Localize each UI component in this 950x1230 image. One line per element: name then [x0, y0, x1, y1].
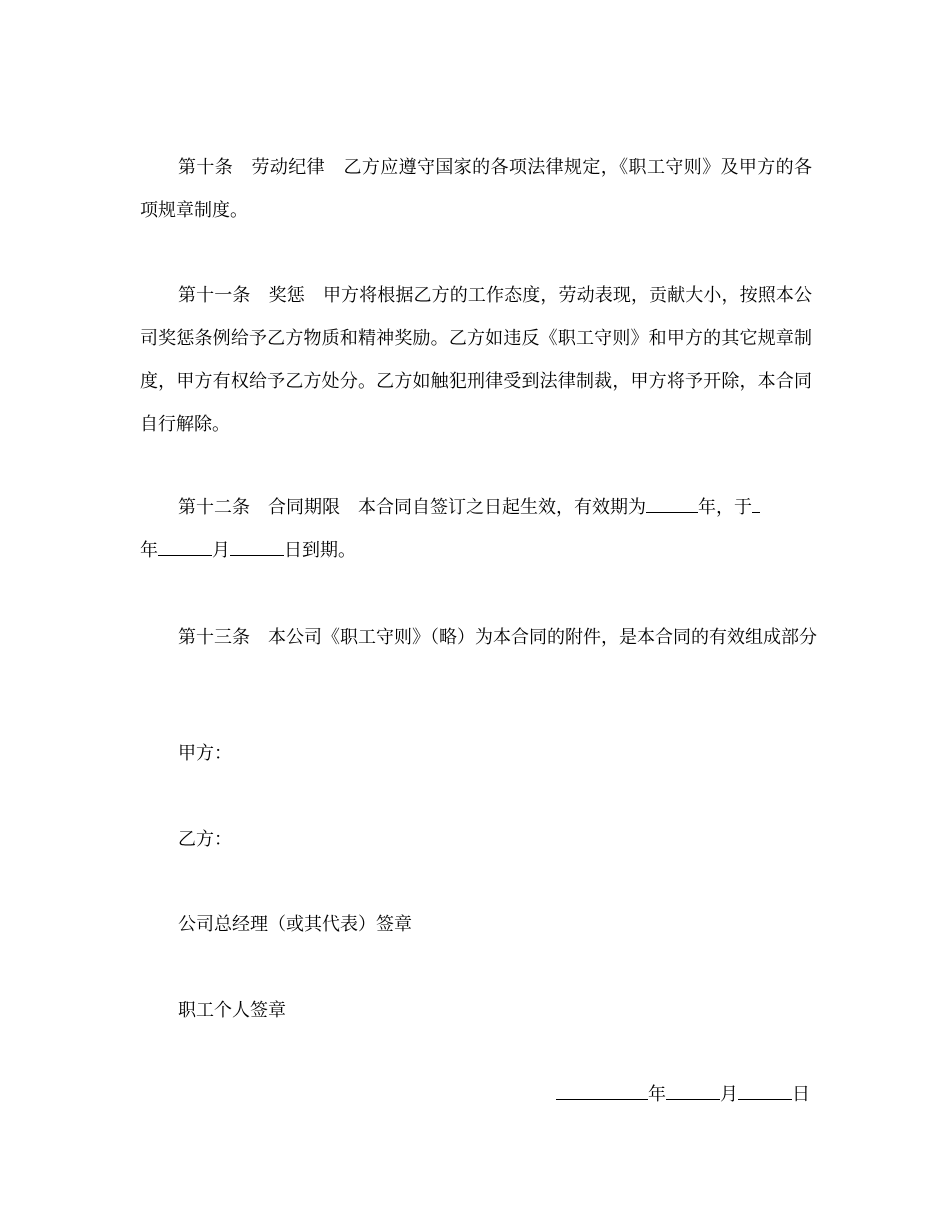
manager-sign-label: 公司总经理（或其代表）签章 — [178, 914, 412, 935]
article-12-year2: 年 — [140, 540, 158, 561]
date-day-blank[interactable] — [738, 1081, 792, 1100]
article-12-text: 第十二条 合同期限 本合同自签订之日起生效，有效期为 — [178, 497, 646, 518]
party-a-label: 甲方： — [178, 743, 232, 764]
article-13: 第十三条 本公司《职工守则》（略）为本合同的附件，是本合同的有效组成部分 — [178, 627, 817, 648]
article-12-line-2 — [140, 529, 812, 572]
date-year-label: 年 — [648, 1084, 666, 1105]
employee-sign-label: 职工个人签章 — [178, 1000, 286, 1021]
end-month-blank[interactable] — [158, 537, 212, 556]
end-day-blank[interactable] — [230, 537, 284, 556]
term-years-blank[interactable] — [646, 494, 698, 513]
date-year-blank[interactable] — [556, 1081, 648, 1100]
article-10: 第十条 劳动纪律 乙方应遵守国家的各项法律规定，《职工守则》及甲方的各项规章制度。 — [140, 157, 812, 221]
article-12-year-unit: 年，于 — [698, 497, 752, 518]
signing-date — [556, 1081, 810, 1108]
article-12-month: 月 — [212, 540, 230, 561]
end-year-blank[interactable] — [752, 494, 760, 513]
article-11: 第十一条 奖惩 甲方将根据乙方的工作态度，劳动表现，贡献大小，按照本公司奖惩条例给予乙方物质和精神奖励。乙方如违反《职工守则》和甲方的其它规章制度，甲方有权给予乙方处分。乙方如触犯刑律受到法律制裁，甲方将予开除，本合同自行解除。 — [140, 285, 812, 435]
article-12-line-1 — [140, 486, 812, 529]
article-12-day-end: 日到期。 — [284, 540, 356, 561]
date-month-blank[interactable] — [666, 1081, 720, 1100]
date-month-label: 月 — [720, 1084, 738, 1105]
date-day-label: 日 — [792, 1084, 810, 1105]
party-b-label: 乙方： — [178, 829, 232, 850]
